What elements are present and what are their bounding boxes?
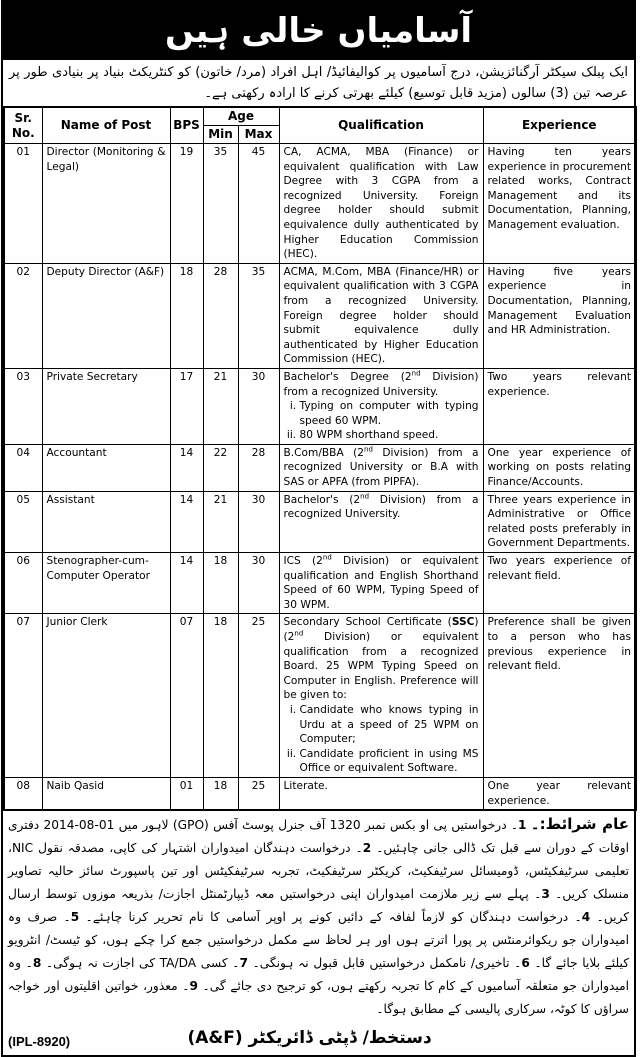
cell-bps: 14 (170, 553, 203, 614)
cell-sr: 08 (4, 777, 42, 810)
cell-qualification: ACMA, M.Com, MBA (Finance/HR) or equivalent qualification with 3 CGPA from a recognized University. Foreign degree holder should submit equivalence dully authenticated by Higher Education Commission (HEC). (279, 263, 483, 368)
qual-text: Bachelor's (2 (283, 493, 361, 506)
condition-number: 3 (541, 887, 550, 902)
cell-post: Assistant (42, 491, 170, 552)
condition-number: 8 (32, 956, 42, 971)
cell-min-age: 18 (203, 553, 238, 614)
header-experience: Experience (483, 107, 636, 144)
header-age: Age (203, 107, 279, 126)
ad-title: آسامیاں خالی ہیں (3, 2, 634, 60)
condition-number: 5 (70, 910, 80, 925)
condition-number: 1 (518, 818, 527, 833)
condition-number: 2 (362, 841, 372, 856)
cell-sr: 02 (4, 263, 42, 368)
cell-max-age: 30 (238, 368, 279, 444)
signature: دستخط/ ڈپٹی ڈائریکٹر (A&F) (187, 1028, 432, 1049)
qual-text: Bachelor's Degree (2 (283, 370, 412, 383)
reference-code: (IPL-8920) (8, 1034, 71, 1050)
conditions-heading: عام شرائط:۔ (530, 815, 629, 834)
cell-max-age: 45 (238, 144, 279, 264)
condition-text: ۔ تاخیری/ نامکمل درخواستیں قابل قبول نہ ہونگی۔ (252, 956, 522, 971)
cell-experience: One year relevant experience. (483, 777, 636, 810)
cell-max-age: 28 (238, 444, 279, 491)
header-max: Max (238, 126, 279, 144)
cell-sr: 06 (4, 553, 42, 614)
cell-max-age: 25 (238, 777, 279, 810)
qual-sup: nd (411, 369, 421, 378)
cell-experience: Having ten years experience in procurement related works, Contract Management and its Documentation, Planning, Management evaluation. (483, 144, 636, 264)
cell-post: Accountant (42, 444, 170, 491)
cell-qualification (279, 444, 483, 491)
qual-text: Division) or equivalent qualification from a recognized Board. 25 WPM Typing Speed on Computer in English. Preference will be given to: (283, 631, 479, 702)
ad-intro: ایک پبلک سیکٹر آرگنائزیشن، درج آسامیوں پر کوالیفائیڈ/ اہل افراد (مرد/ خاتون) کو کنٹریکٹ بنیاد پر بنیادی طور پر عرصہ تین (3) سالوں (مزید قابل توسیع) کیلئے بھرتی کرنے کا ارادہ رکھتی ہے۔ (9, 65, 628, 101)
cell-qualification (279, 614, 483, 778)
table-row (4, 777, 636, 810)
qual-list-item: i. Candidate who knows typing in Urdu at a speed of 25 WPM on Computer; (300, 703, 479, 747)
cell-qualification (279, 491, 483, 552)
qual-sup: nd (360, 492, 370, 501)
cell-post: Naib Qasid (42, 777, 170, 810)
condition-number: 4 (581, 910, 591, 925)
condition-text: ۔ درخواست دہندگان کو لازماً لفافہ کے دائیں کونے پر اوپر آسامی کا نام تحریر کرنا چاہئے۔ (85, 910, 582, 925)
cell-bps: 18 (170, 263, 203, 368)
cell-post: Junior Clerk (42, 614, 170, 778)
cell-min-age: 35 (203, 144, 238, 264)
condition-text: ۔ درخواست دہندگان امیدواران اشتہار کی کاپی، مصدقہ نقول NIC، تعلیمی سرٹیفکیٹس، ڈومیسائل سرٹیفکیٹ، کریکٹر سرٹیفکیٹ، تجربہ سرٹیفکیٹس اور تین پاسپورٹ سائز حالیہ تصاویر منسلک کریں۔ (8, 841, 630, 902)
qual-list (284, 703, 479, 776)
ad-border (1, 0, 636, 1057)
cell-post: Stenographer-cum-Computer Operator (42, 553, 170, 614)
qual-bold: SSC (451, 616, 475, 629)
condition-text: ۔ وہ امیدواران جو متعلقہ آسامیوں کے کام کا تجربہ رکھتے ہوں، کو ترجیح دی جائے گی۔ (8, 956, 630, 994)
cell-bps: 19 (170, 144, 203, 264)
cell-min-age: 28 (203, 263, 238, 368)
cell-sr: 05 (4, 491, 42, 552)
cell-qualification (279, 368, 483, 444)
cell-experience: Two years relevant experience. (483, 368, 636, 444)
condition-text: ۔ درخواستیں پی او بکس نمبر 1320 آف جنرل پوسٹ آفس (GPO) لاہور میں 01-08-2014 دفتری اوقات کے دوران سے قبل تک ڈالی جانی چاہئیں۔ (8, 818, 629, 856)
qual-text: ) (2 (283, 616, 479, 643)
header-sr: Sr. No. (4, 107, 42, 144)
table-row (4, 491, 636, 552)
cell-sr: 01 (4, 144, 42, 264)
cell-post: Private Secretary (42, 368, 170, 444)
table-row (4, 144, 636, 264)
cell-bps: 07 (170, 614, 203, 778)
cell-qualification: Literate. (279, 777, 483, 810)
qual-list-item: ii. Candidate proficient in using MS Office or equivalent Software. (300, 747, 479, 776)
cell-min-age: 18 (203, 614, 238, 778)
cell-sr: 03 (4, 368, 42, 444)
ad-footer (8, 1025, 629, 1051)
qual-sup: nd (294, 629, 304, 638)
cell-min-age: 22 (203, 444, 238, 491)
qual-sup: nd (322, 553, 332, 562)
qual-text: Division) from a recognized University or B.A with SAS or APFA (from PIPFA). (283, 446, 479, 489)
qual-text: B.Com/BBA (2 (283, 446, 365, 459)
cell-bps: 17 (170, 368, 203, 444)
qual-text: Division) from a recognized University. (283, 493, 479, 521)
condition-text: ۔ صرف وہ امیدواران جو ریکوائرمنٹس پر پورا اترتے ہوں اور ہر لحاظ سے مکمل درخواستیں جمع کرا چکے ہوں، کو ٹیسٹ/ انٹرویو کیلئے بلایا جائے گا۔ (8, 910, 630, 971)
qual-list-item: ii. 80 WPM shorthand speed. (300, 428, 479, 443)
cell-bps: 14 (170, 491, 203, 552)
vacancies-table (3, 106, 637, 811)
header-bps: BPS (170, 107, 203, 144)
qual-list-item: i. Typing on computer with typing speed 60 WPM. (300, 399, 479, 428)
cell-bps: 14 (170, 444, 203, 491)
qual-list (284, 399, 479, 443)
header-min: Min (203, 126, 238, 144)
cell-bps: 01 (170, 777, 203, 810)
qual-text: Division) from a recognized University. (283, 370, 479, 398)
cell-post: Director (Monitoring & Legal) (42, 144, 170, 264)
cell-max-age: 30 (238, 553, 279, 614)
cell-experience: Three years experience in Administrative or Office related posts preferably in Government Departments. (483, 491, 636, 552)
condition-text: ۔ معذور، خواتین اقلیتوں اور خواجہ سراؤں کا کوٹہ، سرکاری پالیسی کے مطابق ہوگا۔ (8, 979, 629, 1017)
cell-max-age: 35 (238, 263, 279, 368)
cell-min-age: 18 (203, 777, 238, 810)
cell-sr: 07 (4, 614, 42, 778)
condition-number: 6 (521, 956, 530, 971)
cell-experience: Having five years experience in Documentation, Planning, Management Evaluation and HR Administration. (483, 263, 636, 368)
qual-text: ICS (2 (283, 555, 323, 568)
header-post: Name of Post (42, 107, 170, 144)
table-row (4, 614, 636, 778)
header-qualification: Qualification (279, 107, 483, 144)
cell-qualification: CA, ACMA, MBA (Finance) or equivalent qualification with Law Degree with 3 CGPA from a recognized University. Foreign degree holder should submit equivalence dully authenticated by Higher Education Commission (HEC). (279, 144, 483, 264)
qual-sup: nd (364, 445, 373, 454)
table-row (4, 263, 636, 368)
cell-min-age: 21 (203, 491, 238, 552)
condition-number: 7 (239, 956, 248, 971)
table-header-row (4, 107, 636, 126)
cell-max-age: 30 (238, 491, 279, 552)
cell-sr: 04 (4, 444, 42, 491)
cell-qualification (279, 553, 483, 614)
cell-experience: One year experience of working on posts relating Finance/Accounts. (483, 444, 636, 491)
cell-experience: Two years experience of relevant field. (483, 553, 636, 614)
condition-number: 9 (189, 979, 198, 994)
cell-post: Deputy Director (A&F) (42, 263, 170, 368)
condition-text: ۔ کسی TA/DA کی اجازت نہ ہوگی۔ (46, 956, 240, 971)
qual-text: Secondary School Certificate ( (283, 616, 452, 629)
cell-max-age: 25 (238, 614, 279, 778)
condition-text: ۔ پہلے سے زیر ملازمت امیدواران اپنی درخواستیں معہ ڈیپارٹمنٹل اجازت/ بذریعہ موزوں توسط ارسال کریں۔ (8, 887, 630, 925)
qual-text: Division) or equivalent qualification and English Shorthand Speed of 60 WPM, Typing Speed of 30 WPM. (283, 555, 479, 611)
table-row (4, 368, 636, 444)
cell-min-age: 21 (203, 368, 238, 444)
table-row (4, 444, 636, 491)
general-conditions (8, 813, 629, 1021)
cell-experience: Preference shall be given to a person who has previous experience in relevant field. (483, 614, 636, 778)
table-row (4, 553, 636, 614)
